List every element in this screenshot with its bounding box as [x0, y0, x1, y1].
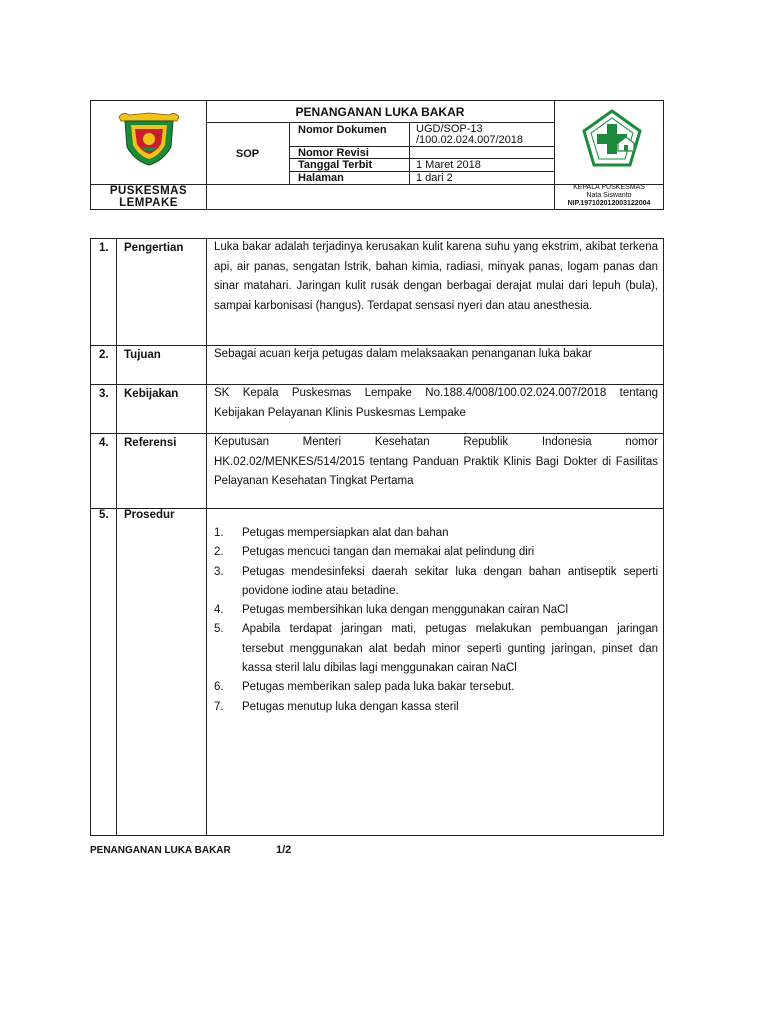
regency-crest-logo	[113, 107, 185, 167]
step-number: 3.	[214, 565, 224, 578]
signer-name: Nata Siswanto	[586, 192, 632, 199]
footer-title: PENANGANAN LUKA BAKAR	[90, 845, 231, 856]
step-number: 1.	[214, 527, 224, 539]
step-number: 7.	[214, 700, 224, 713]
section-label-kebijakan: Kebijakan	[124, 388, 179, 400]
section-number: 2.	[99, 349, 109, 361]
step-number: 6.	[214, 681, 224, 694]
step-text: Petugas mendesinfeksi daerah sekitar luka dengan bahan antiseptik seperti povidone iodine atau betadine.	[242, 565, 658, 597]
list-item	[214, 543, 658, 562]
org-name-line1: PUSKESMAS	[109, 185, 188, 197]
puskesmas-logo	[580, 109, 644, 169]
section-number: 4.	[99, 437, 109, 449]
section-number: 3.	[99, 388, 109, 400]
step-text: Petugas memberikan salep pada luka bakar tersebut.	[242, 681, 515, 694]
section-text-referensi: Keputusan Menteri Kesehatan Republik Indonesia nomor HK.02.02/MENKES/514/2015 tentang Panduan Praktik Klinis Bagi Dokter di Fasilitas Pelayanan Kesehatan Tingkat Pertama	[214, 436, 658, 487]
org-name-line2: LEMPAKE	[119, 197, 178, 209]
step-text: Petugas mempersiapkan alat dan bahan	[242, 527, 449, 539]
field-label-nomor-revisi: Nomor Revisi	[298, 147, 369, 159]
section-text-pengertian: Luka bakar adalah terjadinya kerusakan kulit karena suhu yang ekstrim, akibat terkena api, air panas, sengatan lstrik, bahan kimia, radiasi, minyak panas, logam panas dan sinar matahari. Jaringan kulit rusak dengan berbagai derajat mulai dari lepuh (bula), sampai karbonisasi (hangus). Terdapat sensasi nyeri dan atau anesthesia.	[214, 241, 658, 312]
section-label-prosedur: Prosedur	[124, 509, 175, 521]
field-label-halaman: Halaman	[298, 172, 344, 184]
step-text: Petugas mencuci tangan dan memakai alat pelindung diri	[242, 546, 535, 559]
signer-nip: NIP.197102012003122004	[567, 200, 651, 207]
sop-label: SOP	[235, 148, 260, 160]
step-number: 4.	[214, 604, 224, 617]
field-value-tanggal-terbit: 1 Maret 2018	[416, 159, 481, 171]
step-text: Petugas membersihkan luka dengan menggunakan cairan NaCl	[242, 604, 569, 617]
list-item	[214, 698, 658, 717]
field-value-halaman: 1 dari 2	[416, 172, 453, 184]
step-text: Petugas menutup luka dengan kassa steril	[242, 700, 459, 713]
footer-page-number: 1/2	[276, 844, 292, 856]
section-label-pengertian: Pengertian	[124, 242, 184, 254]
section-label-tujuan: Tujuan	[124, 349, 161, 361]
section-number: 5.	[99, 509, 109, 521]
list-item	[214, 524, 658, 543]
procedure-steps-list	[214, 524, 658, 717]
step-number: 5.	[214, 623, 224, 636]
field-label-tanggal-terbit: Tanggal Terbit	[298, 159, 373, 171]
signer-title: KEPALA PUSKESMAS	[573, 184, 645, 191]
document-title: PENANGANAN LUKA BAKAR	[295, 105, 465, 119]
section-text-tujuan: Sebagai acuan kerja petugas dalam melaksaakan penanganan luka bakar	[214, 348, 592, 360]
list-item	[214, 620, 658, 678]
document-header	[90, 100, 664, 210]
field-value-nomor-dokumen-1: UGD/SOP-13	[416, 123, 483, 135]
list-item	[214, 563, 658, 602]
field-label-nomor-dokumen: Nomor Dokumen	[298, 124, 387, 136]
field-value-nomor-dokumen-2: /100.02.024.007/2018	[416, 134, 524, 146]
list-item	[214, 678, 658, 697]
section-label-referensi: Referensi	[124, 437, 177, 449]
step-text: Apabila terdapat jaringan mati, petugas melakukan pembuangan jaringan tersebut menggunakan alat bedah minor seperti gunting jaringan, pinset dan kassa steril lalu dibilas lagi menggunakan cairan NaCl	[242, 623, 658, 675]
section-text-kebijakan: SK Kepala Puskesmas Lempake No.188.4/008/100.02.024.007/2018 tentang Kebijakan Pelayanan Klinis Puskesmas Lempake	[214, 387, 658, 419]
sop-content-table	[90, 238, 664, 836]
step-number: 2.	[214, 546, 224, 559]
list-item	[214, 601, 658, 620]
section-number: 1.	[99, 242, 109, 254]
